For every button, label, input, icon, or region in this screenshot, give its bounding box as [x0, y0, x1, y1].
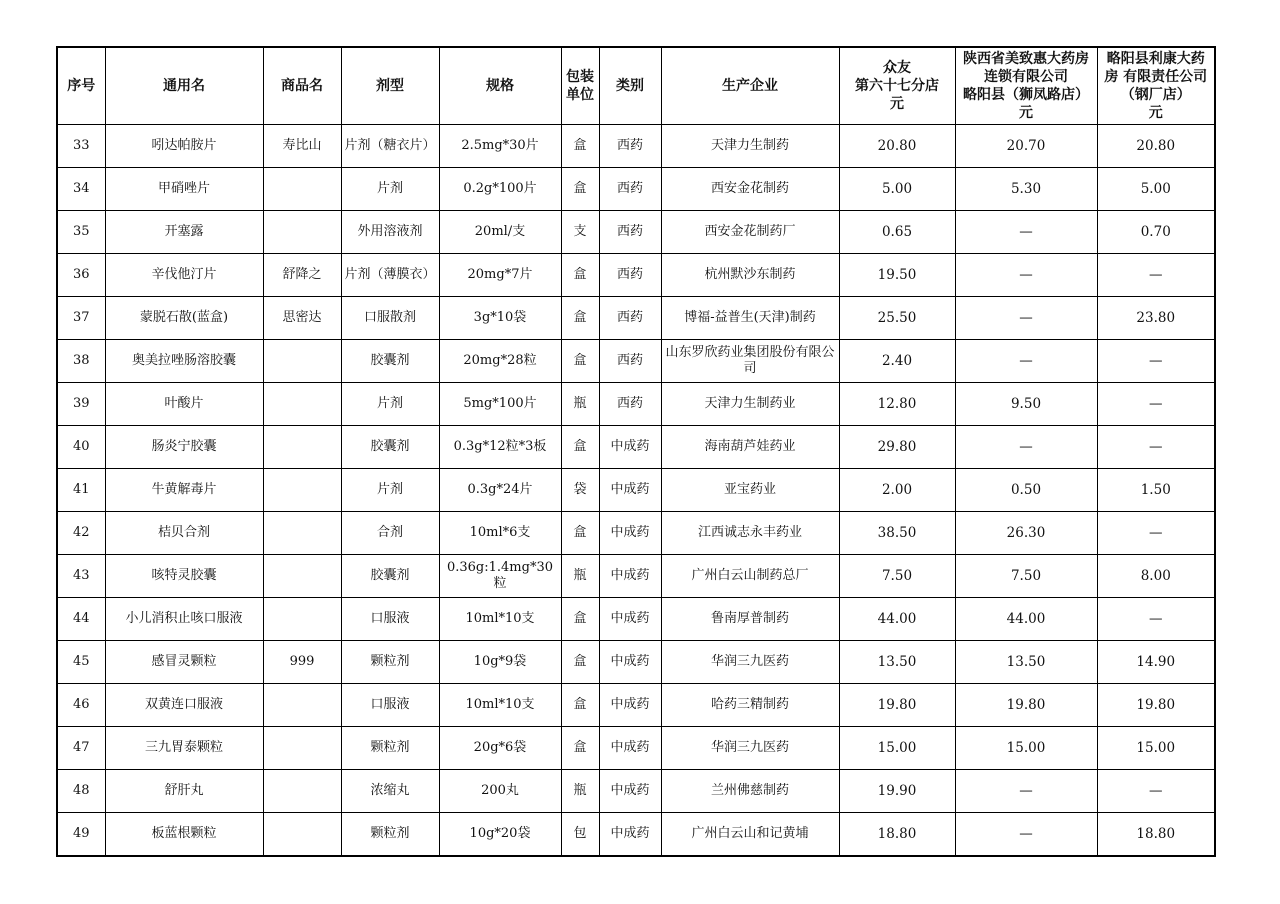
col-specification-cell: 10ml*10支	[439, 598, 561, 641]
table-row	[57, 211, 1215, 254]
table-row	[57, 641, 1215, 684]
table-row	[57, 598, 1215, 641]
col-price-zhongyou-cell: 44.00	[839, 598, 955, 641]
col-price-likang-cell: 15.00	[1097, 727, 1215, 770]
col-package-unit-cell: 盒	[561, 297, 599, 340]
col-generic-name-cell: 蒙脱石散(蓝盒)	[105, 297, 263, 340]
col-price-likang-cell: —	[1097, 426, 1215, 469]
col-manufacturer-cell: 江西诚志永丰药业	[661, 512, 839, 555]
table-row	[57, 254, 1215, 297]
col-dosage-form-cell: 颗粒剂	[341, 727, 439, 770]
col-package-unit-cell: 盒	[561, 254, 599, 297]
table-row	[57, 512, 1215, 555]
col-price-meizhihui-cell: —	[955, 211, 1097, 254]
col-price-likang-cell: 0.70	[1097, 211, 1215, 254]
col-price-zhongyou-cell: 15.00	[839, 727, 955, 770]
col-index-cell: 49	[57, 813, 105, 857]
col-generic-name-cell: 舒肝丸	[105, 770, 263, 813]
col-dosage-form-cell: 口服液	[341, 598, 439, 641]
col-price-zhongyou-cell: 38.50	[839, 512, 955, 555]
col-manufacturer-cell: 山东罗欣药业集团股份有限公司	[661, 340, 839, 383]
col-price-zhongyou-cell: 5.00	[839, 168, 955, 211]
col-index-cell: 43	[57, 555, 105, 598]
col-generic-name-cell: 桔贝合剂	[105, 512, 263, 555]
col-specification-cell: 20mg*28粒	[439, 340, 561, 383]
col-generic-name-cell: 小儿消积止咳口服液	[105, 598, 263, 641]
table-body	[57, 125, 1215, 857]
col-manufacturer-cell: 广州白云山和记黄埔	[661, 813, 839, 857]
col-manufacturer-cell: 天津力生制药业	[661, 383, 839, 426]
col-price-meizhihui-cell: 9.50	[955, 383, 1097, 426]
col-brand-name-cell: 思密达	[263, 297, 341, 340]
col-index-cell: 42	[57, 512, 105, 555]
col-generic-name-cell: 甲硝唑片	[105, 168, 263, 211]
col-manufacturer-cell: 西安金花制药厂	[661, 211, 839, 254]
col-package-unit-cell: 盒	[561, 598, 599, 641]
col-index-cell: 39	[57, 383, 105, 426]
col-manufacturer-cell: 华润三九医药	[661, 727, 839, 770]
col-index-cell: 40	[57, 426, 105, 469]
table-row	[57, 125, 1215, 168]
col-category-cell: 中成药	[599, 727, 661, 770]
col-brand-name-cell	[263, 469, 341, 512]
col-category-cell: 中成药	[599, 770, 661, 813]
col-index-cell: 37	[57, 297, 105, 340]
col-dosage-form-cell: 合剂	[341, 512, 439, 555]
table-row	[57, 770, 1215, 813]
col-brand-name-cell	[263, 211, 341, 254]
col-generic-name-cell: 奥美拉唑肠溶胶囊	[105, 340, 263, 383]
col-price-likang-cell: —	[1097, 512, 1215, 555]
col-specification-cell: 20mg*7片	[439, 254, 561, 297]
col-category-cell: 西药	[599, 168, 661, 211]
table-row	[57, 469, 1215, 512]
col-package-unit-cell: 瓶	[561, 383, 599, 426]
col-specification-cell: 0.36g:1.4mg*30粒	[439, 555, 561, 598]
col-generic-name-cell: 辛伐他汀片	[105, 254, 263, 297]
col-manufacturer-cell: 鲁南厚普制药	[661, 598, 839, 641]
col-category-cell: 中成药	[599, 641, 661, 684]
col-manufacturer-cell: 博福-益普生(天津)制药	[661, 297, 839, 340]
col-manufacturer-cell: 亚宝药业	[661, 469, 839, 512]
col-specification-header: 规格	[439, 47, 561, 125]
col-price-likang-cell: —	[1097, 340, 1215, 383]
col-price-likang-cell: 14.90	[1097, 641, 1215, 684]
col-dosage-form-cell: 片剂	[341, 383, 439, 426]
col-brand-name-header: 商品名	[263, 47, 341, 125]
col-price-zhongyou-cell: 18.80	[839, 813, 955, 857]
col-generic-name-cell: 感冒灵颗粒	[105, 641, 263, 684]
col-specification-cell: 2.5mg*30片	[439, 125, 561, 168]
col-index-cell: 47	[57, 727, 105, 770]
col-dosage-form-cell: 浓缩丸	[341, 770, 439, 813]
table-row	[57, 383, 1215, 426]
col-brand-name-cell	[263, 727, 341, 770]
col-brand-name-cell	[263, 555, 341, 598]
col-brand-name-cell	[263, 340, 341, 383]
col-package-unit-cell: 袋	[561, 469, 599, 512]
col-generic-name-cell: 板蓝根颗粒	[105, 813, 263, 857]
col-price-zhongyou-cell: 13.50	[839, 641, 955, 684]
col-dosage-form-cell: 外用溶液剂	[341, 211, 439, 254]
col-brand-name-cell	[263, 512, 341, 555]
col-price-meizhihui-header: 陕西省美致惠大药房 连锁有限公司 略阳县（狮凤路店） 元	[955, 47, 1097, 125]
col-price-likang-cell: —	[1097, 383, 1215, 426]
col-specification-cell: 10ml*6支	[439, 512, 561, 555]
col-dosage-form-cell: 颗粒剂	[341, 641, 439, 684]
table-row	[57, 426, 1215, 469]
col-brand-name-cell	[263, 684, 341, 727]
col-manufacturer-cell: 西安金花制药	[661, 168, 839, 211]
table-row	[57, 168, 1215, 211]
col-generic-name-cell: 开塞露	[105, 211, 263, 254]
col-category-cell: 西药	[599, 297, 661, 340]
col-price-zhongyou-cell: 20.80	[839, 125, 955, 168]
col-generic-name-cell: 双黄连口服液	[105, 684, 263, 727]
col-package-unit-cell: 瓶	[561, 770, 599, 813]
col-generic-name-cell: 吲达帕胺片	[105, 125, 263, 168]
col-specification-cell: 0.3g*24片	[439, 469, 561, 512]
table-row	[57, 555, 1215, 598]
col-price-meizhihui-cell: 15.00	[955, 727, 1097, 770]
col-price-meizhihui-cell: —	[955, 426, 1097, 469]
col-brand-name-cell: 999	[263, 641, 341, 684]
col-price-likang-cell: —	[1097, 770, 1215, 813]
col-generic-name-cell: 三九胃泰颗粒	[105, 727, 263, 770]
col-generic-name-cell: 咳特灵胶囊	[105, 555, 263, 598]
col-dosage-form-cell: 口服散剂	[341, 297, 439, 340]
col-specification-cell: 10ml*10支	[439, 684, 561, 727]
col-specification-cell: 3g*10袋	[439, 297, 561, 340]
col-specification-cell: 20g*6袋	[439, 727, 561, 770]
col-dosage-form-cell: 胶囊剂	[341, 340, 439, 383]
col-price-zhongyou-cell: 19.80	[839, 684, 955, 727]
col-index-cell: 44	[57, 598, 105, 641]
col-price-zhongyou-cell: 0.65	[839, 211, 955, 254]
col-manufacturer-cell: 海南葫芦娃药业	[661, 426, 839, 469]
table-row	[57, 727, 1215, 770]
col-price-likang-cell: —	[1097, 598, 1215, 641]
col-brand-name-cell	[263, 426, 341, 469]
col-dosage-form-cell: 胶囊剂	[341, 555, 439, 598]
col-package-unit-cell: 盒	[561, 727, 599, 770]
col-price-meizhihui-cell: 20.70	[955, 125, 1097, 168]
col-package-unit-cell: 盒	[561, 426, 599, 469]
col-price-zhongyou-header: 众友 第六十七分店 元	[839, 47, 955, 125]
col-price-likang-cell: 1.50	[1097, 469, 1215, 512]
header-row	[57, 47, 1215, 125]
col-price-meizhihui-cell: —	[955, 254, 1097, 297]
col-package-unit-cell: 瓶	[561, 555, 599, 598]
col-specification-cell: 10g*9袋	[439, 641, 561, 684]
col-brand-name-cell	[263, 770, 341, 813]
col-price-meizhihui-cell: 13.50	[955, 641, 1097, 684]
col-index-cell: 34	[57, 168, 105, 211]
col-specification-cell: 0.3g*12粒*3板	[439, 426, 561, 469]
col-brand-name-cell	[263, 383, 341, 426]
col-price-meizhihui-cell: —	[955, 340, 1097, 383]
col-specification-cell: 20ml/支	[439, 211, 561, 254]
col-generic-name-header: 通用名	[105, 47, 263, 125]
col-dosage-form-cell: 胶囊剂	[341, 426, 439, 469]
col-manufacturer-cell: 广州白云山制药总厂	[661, 555, 839, 598]
col-package-unit-cell: 支	[561, 211, 599, 254]
col-category-cell: 西药	[599, 383, 661, 426]
col-dosage-form-cell: 片剂	[341, 168, 439, 211]
col-price-meizhihui-cell: 19.80	[955, 684, 1097, 727]
col-index-cell: 38	[57, 340, 105, 383]
col-generic-name-cell: 牛黄解毒片	[105, 469, 263, 512]
col-manufacturer-header: 生产企业	[661, 47, 839, 125]
col-price-meizhihui-cell: 0.50	[955, 469, 1097, 512]
col-brand-name-cell	[263, 168, 341, 211]
col-specification-cell: 0.2g*100片	[439, 168, 561, 211]
col-package-unit-cell: 盒	[561, 340, 599, 383]
col-category-header: 类别	[599, 47, 661, 125]
col-brand-name-cell	[263, 598, 341, 641]
table-header	[57, 47, 1215, 125]
col-category-cell: 西药	[599, 211, 661, 254]
col-generic-name-cell: 叶酸片	[105, 383, 263, 426]
col-price-likang-cell: 8.00	[1097, 555, 1215, 598]
col-category-cell: 西药	[599, 125, 661, 168]
col-price-likang-cell: —	[1097, 254, 1215, 297]
col-price-meizhihui-cell: —	[955, 813, 1097, 857]
col-price-meizhihui-cell: —	[955, 297, 1097, 340]
table-row	[57, 297, 1215, 340]
col-price-zhongyou-cell: 7.50	[839, 555, 955, 598]
col-index-cell: 45	[57, 641, 105, 684]
col-specification-cell: 10g*20袋	[439, 813, 561, 857]
col-package-unit-cell: 盒	[561, 512, 599, 555]
col-price-meizhihui-cell: 26.30	[955, 512, 1097, 555]
col-category-cell: 中成药	[599, 469, 661, 512]
col-category-cell: 中成药	[599, 555, 661, 598]
col-specification-cell: 200丸	[439, 770, 561, 813]
col-price-likang-cell: 20.80	[1097, 125, 1215, 168]
col-price-zhongyou-cell: 12.80	[839, 383, 955, 426]
col-price-zhongyou-cell: 25.50	[839, 297, 955, 340]
col-manufacturer-cell: 天津力生制药	[661, 125, 839, 168]
col-dosage-form-header: 剂型	[341, 47, 439, 125]
col-price-zhongyou-cell: 19.90	[839, 770, 955, 813]
col-package-unit-cell: 盒	[561, 168, 599, 211]
col-price-likang-cell: 5.00	[1097, 168, 1215, 211]
col-price-likang-cell: 23.80	[1097, 297, 1215, 340]
col-category-cell: 中成药	[599, 598, 661, 641]
col-generic-name-cell: 肠炎宁胶囊	[105, 426, 263, 469]
col-category-cell: 中成药	[599, 684, 661, 727]
col-price-meizhihui-cell: 44.00	[955, 598, 1097, 641]
col-package-unit-cell: 盒	[561, 641, 599, 684]
col-dosage-form-cell: 口服液	[341, 684, 439, 727]
col-category-cell: 西药	[599, 254, 661, 297]
col-price-zhongyou-cell: 29.80	[839, 426, 955, 469]
col-category-cell: 中成药	[599, 426, 661, 469]
col-category-cell: 中成药	[599, 512, 661, 555]
col-package-unit-cell: 盒	[561, 684, 599, 727]
col-manufacturer-cell: 华润三九医药	[661, 641, 839, 684]
col-index-cell: 33	[57, 125, 105, 168]
col-manufacturer-cell: 杭州默沙东制药	[661, 254, 839, 297]
col-manufacturer-cell: 兰州佛慈制药	[661, 770, 839, 813]
col-brand-name-cell: 寿比山	[263, 125, 341, 168]
col-index-cell: 36	[57, 254, 105, 297]
col-price-likang-cell: 18.80	[1097, 813, 1215, 857]
col-index-cell: 46	[57, 684, 105, 727]
col-dosage-form-cell: 片剂（糖衣片）	[341, 125, 439, 168]
col-category-cell: 西药	[599, 340, 661, 383]
col-brand-name-cell	[263, 813, 341, 857]
table-row	[57, 684, 1215, 727]
col-specification-cell: 5mg*100片	[439, 383, 561, 426]
col-package-unit-header: 包装 单位	[561, 47, 599, 125]
col-index-cell: 48	[57, 770, 105, 813]
col-manufacturer-cell: 哈药三精制药	[661, 684, 839, 727]
col-dosage-form-cell: 片剂（薄膜衣）	[341, 254, 439, 297]
col-price-zhongyou-cell: 2.00	[839, 469, 955, 512]
col-brand-name-cell: 舒降之	[263, 254, 341, 297]
col-price-meizhihui-cell: —	[955, 770, 1097, 813]
col-price-meizhihui-cell: 7.50	[955, 555, 1097, 598]
col-price-zhongyou-cell: 19.50	[839, 254, 955, 297]
col-dosage-form-cell: 颗粒剂	[341, 813, 439, 857]
col-index-cell: 35	[57, 211, 105, 254]
col-package-unit-cell: 盒	[561, 125, 599, 168]
col-price-meizhihui-cell: 5.30	[955, 168, 1097, 211]
col-dosage-form-cell: 片剂	[341, 469, 439, 512]
col-index-cell: 41	[57, 469, 105, 512]
drug-price-table	[56, 46, 1216, 857]
col-price-zhongyou-cell: 2.40	[839, 340, 955, 383]
table-row	[57, 813, 1215, 857]
col-price-likang-header: 略阳县利康大药 房 有限责任公司 （钢厂店） 元	[1097, 47, 1215, 125]
col-category-cell: 中成药	[599, 813, 661, 857]
col-index-header: 序号	[57, 47, 105, 125]
table-row	[57, 340, 1215, 383]
col-price-likang-cell: 19.80	[1097, 684, 1215, 727]
col-package-unit-cell: 包	[561, 813, 599, 857]
